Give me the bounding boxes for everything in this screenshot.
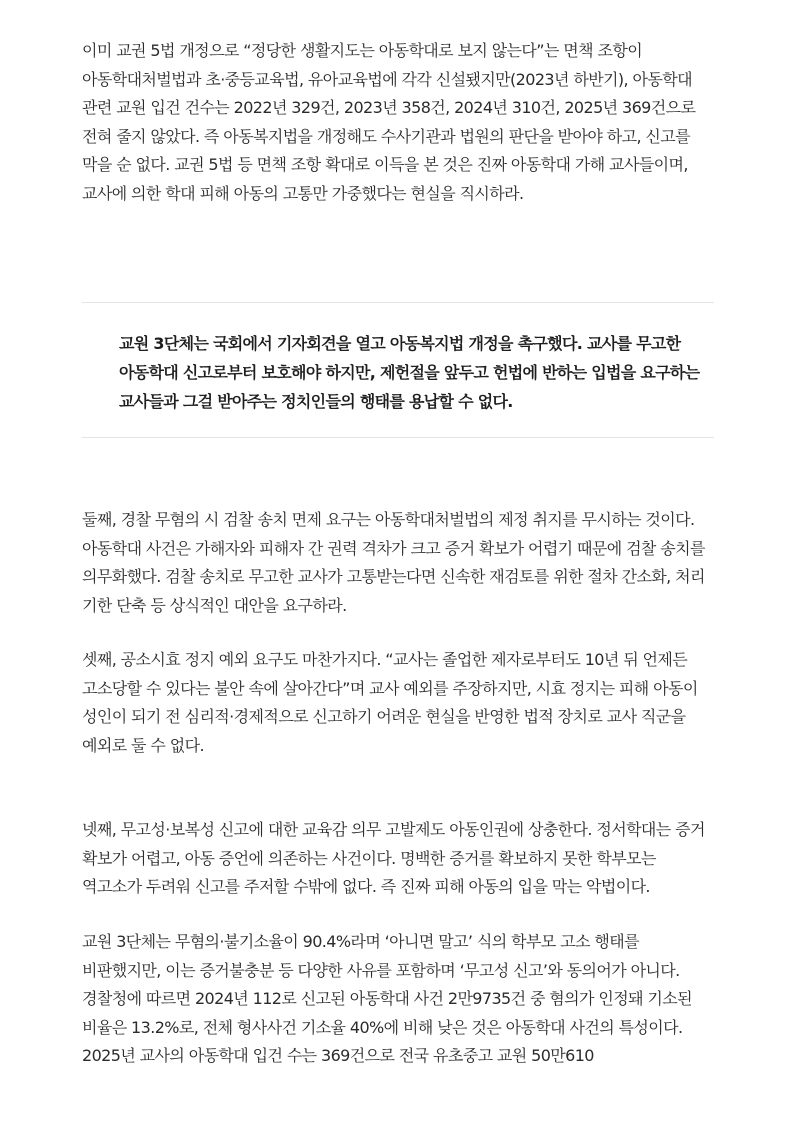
pull-quote-box: [82, 302, 714, 438]
paragraph-second-point: 둘째, 경찰 무혐의 시 검찰 송치 면제 요구는 아동학대처벌법의 제정 취지를 무시하는 것이다. 아동학대 사건은 가해자와 피해자 간 권력 격차가 크고 증거 확보가 어렵기 때문에 검찰 송치를 의무화했다. 검찰 송치로 무고한 교사가 고통받는다면 신속한 재검토를 위한 절차 간소화, 처리 기한 단축 등 상식적인 대안을 요구하라.: [82, 510, 705, 615]
paragraph-fourth-point: 넷째, 무고성·보복성 신고에 대한 교육감 의무 고발제도 아동인권에 상충한다. 정서학대는 증거 확보가 어렵고, 아동 증언에 의존하는 사건이다. 명백한 증거를 확보하지 못한 학부모는 역고소가 두려워 신고를 주저할 수밖에 없다. 즉 진짜 피해 아동의 입을 막는 악법이다.: [82, 820, 705, 897]
paragraph-dismissal-rate: 교원 3단체는 무혐의·불기소율이 90.4%라며 ‘아니면 말고’ 식의 학부모 고소 행태를 비판했지만, 이는 증거불충분 등 다양한 사유를 포함하며 ‘무고성 신고’와 동의어가 아니다. 경찰청에 따르면 2024년 112로 신고된 아동학대 사건 2만9735건 중 혐의가 인정돼 기소된 비율은 13.2%로, 전체 형사사건 기소율 40%에 비해 낮은 것은 아동학대 사건의 특성이다. 2025년 교사의 아동학대 입건 수는 369건으로 전국 유초중고 교원 50만610: [82, 932, 692, 1066]
pull-quote-text: 교원 3단체는 국회에서 기자회견을 열고 아동복지법 개정을 촉구했다. 교사를 무고한 아동학대 신고로부터 보호해야 하지만, 제헌절을 앞두고 헌법에 반하는 입법을 요구하는 교사들과 그걸 받아주는 정치인들의 행태를 용납할 수 없다.: [119, 334, 700, 411]
paragraph-third-point: 셋째, 공소시효 정지 예외 요구도 마찬가지다. “교사는 졸업한 제자로부터도 10년 뒤 언제든 고소당할 수 있다는 불안 속에 살아간다”며 교사 예외를 주장하지만, 시효 정지는 피해 아동이 성인이 되기 전 심리적·경제적으로 신고하기 어려운 현실을 반영한 법적 장치로 교사 직군을 예외로 둘 수 없다.: [82, 650, 698, 755]
paragraph-immunity-clause: 이미 교권 5법 개정으로 “정당한 생활지도는 아동학대로 보지 않는다”는 면책 조항이 아동학대처벌법과 초·중등교육법, 유아교육법에 각각 신설됐지만(2023년 하반기), 아동학대 관련 교원 입건 건수는 2022년 329건, 2023년 358건, 2024년 310건, 2025년 369건으로 전혀 줄지 않았다. 즉 아동복지법을 개정해도 수사기관과 법원의 판단을 받아야 하고, 신고를 막을 순 없다. 교권 5법 등 면책 조항 확대로 이득을 본 것은 진짜 아동학대 가해 교사들이며, 교사에 의한 학대 피해 아동의 고통만 가중했다는 현실을 직시하라.: [82, 41, 696, 203]
